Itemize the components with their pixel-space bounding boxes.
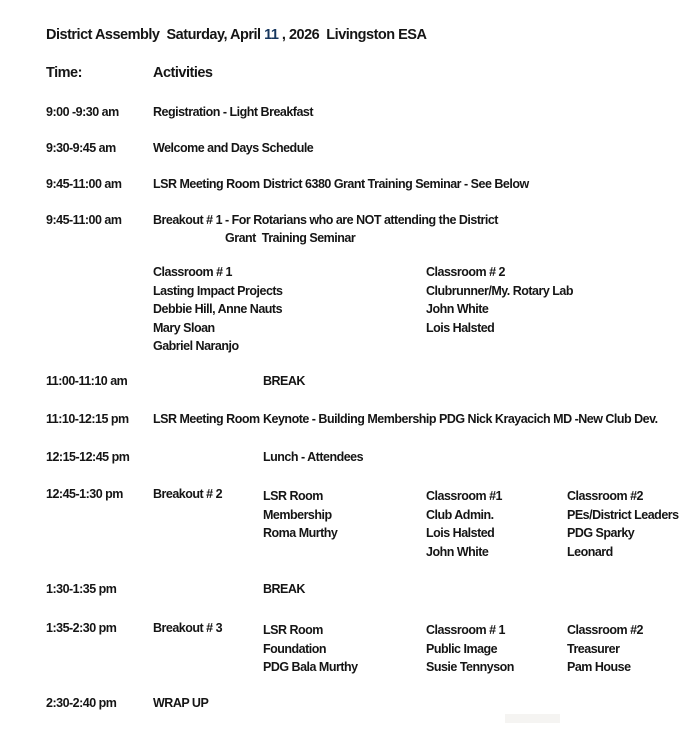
scan-smudge (505, 714, 560, 723)
breakout3-lsr-room-topic: Foundation (263, 641, 327, 656)
presenter-name: Gabriel Naranjo (153, 339, 239, 353)
grant-seminar-activity: District 6380 Grant Training Seminar - See Below (263, 177, 529, 191)
wrapup-activity: WRAP UP (153, 696, 209, 710)
break1-time: 11:00-11:10 am (46, 374, 128, 388)
breakout3-label: Breakout # 3 (153, 621, 223, 635)
presenter-name: Susie Tennyson (426, 660, 514, 674)
breakout1-classroom2-title: Classroom # 2 (426, 265, 505, 279)
breakout2-label: Breakout # 2 (153, 487, 223, 501)
breakout1-classroom2-column (426, 263, 573, 337)
welcome-activity: Welcome and Days Schedule (153, 141, 314, 155)
breakout3-classroom1-column (426, 621, 514, 677)
breakout3-classroom2-title: Classroom #2 (567, 623, 643, 637)
breakout2-lsr-room-topic: Membership (263, 507, 332, 522)
presenter-name: Lois Halsted (426, 320, 495, 335)
welcome-time: 9:30-9:45 am (46, 141, 116, 155)
breakout3-time: 1:35-2:30 pm (46, 621, 117, 635)
breakout2-time: 12:45-1:30 pm (46, 487, 123, 501)
breakout1-description-line2: Grant Training Seminar (225, 231, 356, 245)
presenter-name: Debbie Hill, Anne Nauts (153, 302, 283, 316)
break2-activity: BREAK (263, 582, 305, 596)
presenter-name: PDG Bala Murthy (263, 660, 358, 674)
breakout3-lsr-room-title: LSR Room (263, 623, 323, 637)
breakout2-classroom1-topic: Club Admin. (426, 507, 494, 522)
breakout2-classroom2-title: Classroom #2 (567, 489, 643, 503)
breakout2-classroom1-title: Classroom #1 (426, 489, 502, 503)
keynote-activity: Keynote - Building Membership PDG Nick Krayacich MD -New Club Dev. (263, 412, 658, 426)
title-suffix: , 2026 Livingston ESA (278, 27, 427, 43)
grant-seminar-time: 9:45-11:00 am (46, 177, 122, 191)
break2-time: 1:30-1:35 pm (46, 582, 117, 596)
breakout2-lsr-room-column (263, 487, 337, 543)
breakout2-lsr-room-title: LSR Room (263, 489, 323, 503)
breakout2-classroom2-column (567, 487, 679, 561)
presenter-name: PDG Sparky (567, 526, 635, 540)
breakout2-classroom1-column (426, 487, 502, 561)
keynote-room: LSR Meeting Room (153, 412, 260, 426)
presenter-name: John White (426, 544, 489, 559)
grant-seminar-room: LSR Meeting Room (153, 177, 260, 191)
title-prefix: District Assembly Saturday, April (46, 27, 265, 43)
presenter-name: Pam House (567, 660, 631, 674)
activities-column-header: Activities (153, 65, 213, 81)
title-day-number: 11 (264, 27, 279, 43)
breakout1-classroom1-title: Classroom # 1 (153, 265, 232, 279)
presenter-name: Mary Sloan (153, 320, 215, 335)
registration-activity: Registration - Light Breakfast (153, 105, 314, 119)
breakout1-classroom1-column (153, 263, 283, 356)
breakout3-classroom1-title: Classroom # 1 (426, 623, 505, 637)
breakout3-classroom2-column (567, 621, 643, 677)
wrapup-time: 2:30-2:40 pm (46, 696, 117, 710)
breakout3-classroom2-topic: Treasurer (567, 641, 620, 656)
breakout1-time: 9:45-11:00 am (46, 213, 122, 227)
breakout3-classroom1-topic: Public Image (426, 641, 498, 656)
page-title (46, 27, 426, 44)
breakout1-classroom2-topic: Clubrunner/My. Rotary Lab (426, 283, 574, 298)
lunch-activity: Lunch - Attendees (263, 450, 364, 464)
breakout1-classroom1-topic: Lasting Impact Projects (153, 283, 283, 298)
presenter-name: John White (426, 302, 489, 316)
registration-time: 9:00 -9:30 am (46, 105, 119, 119)
break1-activity: BREAK (263, 374, 305, 388)
breakout1-description-line1: Breakout # 1 - For Rotarians who are NOT attending the District (153, 213, 498, 227)
presenter-name: Roma Murthy (263, 526, 338, 540)
presenter-name: Lois Halsted (426, 526, 495, 540)
breakout2-classroom2-topic: PEs/District Leaders (567, 507, 679, 522)
keynote-time: 11:10-12:15 pm (46, 412, 129, 426)
presenter-name: Leonard (567, 544, 613, 559)
lunch-time: 12:15-12:45 pm (46, 450, 130, 464)
breakout3-lsr-room-column (263, 621, 358, 677)
time-column-header: Time: (46, 65, 82, 81)
